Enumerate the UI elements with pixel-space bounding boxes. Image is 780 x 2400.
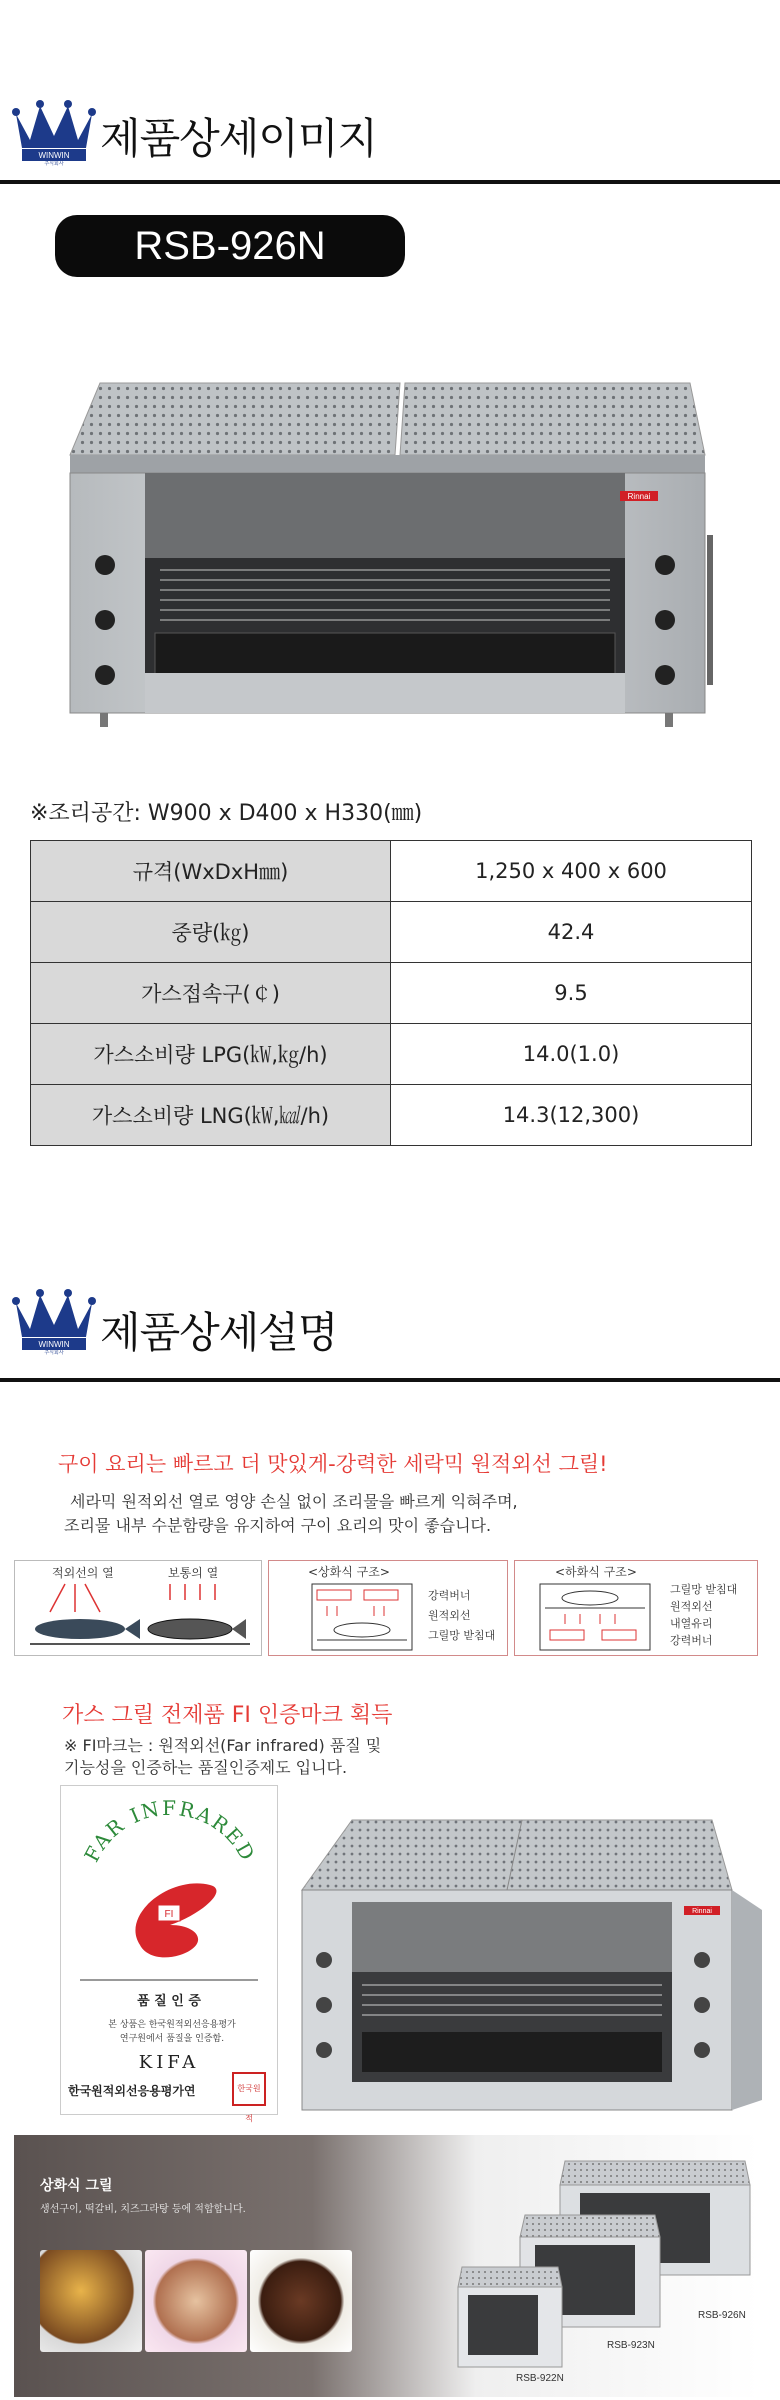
section-body-line: 조리물 내부 수분함량을 유지하여 구이 요리의 맛이 좋습니다. bbox=[64, 1516, 492, 1535]
spec-label: 규격(WxDxH㎜) bbox=[31, 841, 391, 902]
winwin-crown-logo bbox=[8, 1285, 100, 1355]
product-lineup-illustration bbox=[440, 2155, 760, 2390]
spec-value: 42.4 bbox=[391, 902, 752, 963]
table-row bbox=[31, 902, 752, 963]
header-divider bbox=[0, 180, 780, 184]
fi-org-name: 한국원적외선응용평가연 bbox=[68, 2084, 196, 2098]
section-headline-grill: 구이 요리는 빠르고 더 맛있게-강력한 세락믹 원적외선 그릴! bbox=[58, 1452, 608, 1476]
spec-label: 중량(㎏) bbox=[31, 902, 391, 963]
table-row bbox=[31, 1024, 752, 1085]
page-title-images: 제품상세이미지 bbox=[100, 114, 378, 163]
spec-table bbox=[30, 840, 752, 1146]
top-fired-illustration bbox=[272, 1580, 422, 1652]
diagram-label: 내열유리 bbox=[670, 1617, 713, 1630]
product-photo-main bbox=[60, 375, 725, 750]
fi-mark-logo bbox=[60, 1785, 278, 1985]
diagram-label: 그릴망 받침대 bbox=[428, 1629, 496, 1642]
svg-text:Rinnai: Rinnai bbox=[627, 492, 651, 501]
svg-text:WINWIN: WINWIN bbox=[38, 1340, 70, 1349]
diagram-label: 원적외선 bbox=[670, 1600, 713, 1613]
food-photo-patty bbox=[250, 2250, 352, 2352]
spec-value: 14.3(12,300) bbox=[391, 1085, 752, 1146]
cooking-space-text: ※조리공간: W900 x D400 x H330(㎜) bbox=[30, 801, 423, 826]
product-photo-angled bbox=[292, 1810, 764, 2130]
section-note-line: 기능성을 인증하는 품질인증제도 입니다. bbox=[64, 1758, 348, 1777]
svg-text:FAR INFRARED: FAR INFRARED bbox=[79, 1795, 261, 1866]
diagram-label: 원적외선 bbox=[428, 1609, 471, 1622]
model-caption: RSB-922N bbox=[516, 2373, 564, 2384]
svg-text:FI: FI bbox=[164, 1909, 174, 1920]
food-photo-skewer bbox=[145, 2250, 247, 2352]
page-title-details: 제품상세설명 bbox=[100, 1308, 338, 1357]
fi-seal-stamp: 한국원적 bbox=[232, 2072, 266, 2106]
fi-quality-label: 품 질 인 증 bbox=[137, 1994, 201, 2009]
food-photo-fish bbox=[40, 2250, 142, 2352]
diagram-title: <상화식 구조> bbox=[308, 1565, 390, 1579]
table-row bbox=[31, 1085, 752, 1146]
diagram-label: 그릴망 받침대 bbox=[670, 1583, 738, 1596]
diagram-title: <하화식 구조> bbox=[555, 1565, 637, 1579]
spec-value: 14.0(1.0) bbox=[391, 1024, 752, 1085]
diagram-label: 강력버너 bbox=[670, 1634, 713, 1647]
banner-subtitle: 생선구이, 떡갈비, 치즈그라탕 등에 적합합니다. bbox=[40, 2204, 246, 2215]
fi-org-abbr: KIFA bbox=[138, 2052, 200, 2073]
spec-label: 가스소비량 LNG(㎾,㎉/h) bbox=[31, 1085, 391, 1146]
svg-text:WINWIN: WINWIN bbox=[38, 151, 70, 160]
spec-label: 가스소비량 LPG(㎾,㎏/h) bbox=[31, 1024, 391, 1085]
diagram-label: 강력버너 bbox=[428, 1589, 471, 1602]
section-headline-fi-mark: 가스 그릴 전제품 FI 인증마크 획득 bbox=[62, 1703, 393, 1728]
model-caption: RSB-926N bbox=[698, 2310, 746, 2321]
heat-label-normal: 보통의 열 bbox=[168, 1566, 219, 1580]
spec-label: 가스접속구(￠) bbox=[31, 963, 391, 1024]
header-divider bbox=[0, 1378, 780, 1382]
banner-title: 상화식 그릴 bbox=[40, 2178, 113, 2194]
svg-text:주식회사: 주식회사 bbox=[44, 1350, 64, 1355]
fi-desc-line: 본 상품은 한국원적외선응용평가 bbox=[108, 2020, 236, 2030]
svg-text:Rinnai: Rinnai bbox=[692, 1908, 712, 1915]
heat-label-infrared: 적외선의 열 bbox=[52, 1566, 114, 1580]
fi-desc-line: 연구원에서 품질을 인증함. bbox=[119, 2034, 225, 2044]
table-row bbox=[31, 963, 752, 1024]
bottom-fired-illustration bbox=[520, 1580, 665, 1652]
svg-text:주식회사: 주식회사 bbox=[44, 161, 64, 166]
model-name-badge: RSB-926N bbox=[55, 215, 405, 277]
section-body-line: 세라믹 원적외선 열로 영양 손실 없이 조리물을 빠르게 익혀주며, bbox=[70, 1492, 518, 1511]
table-row bbox=[31, 841, 752, 902]
heat-fish-illustration bbox=[20, 1582, 260, 1652]
winwin-crown-logo bbox=[8, 96, 100, 166]
spec-value: 1,250 x 400 x 600 bbox=[391, 841, 752, 902]
spec-value: 9.5 bbox=[391, 963, 752, 1024]
model-caption: RSB-923N bbox=[607, 2340, 655, 2351]
section-note-line: ※ FI마크는 : 원적외선(Far infrared) 품질 및 bbox=[64, 1736, 382, 1755]
